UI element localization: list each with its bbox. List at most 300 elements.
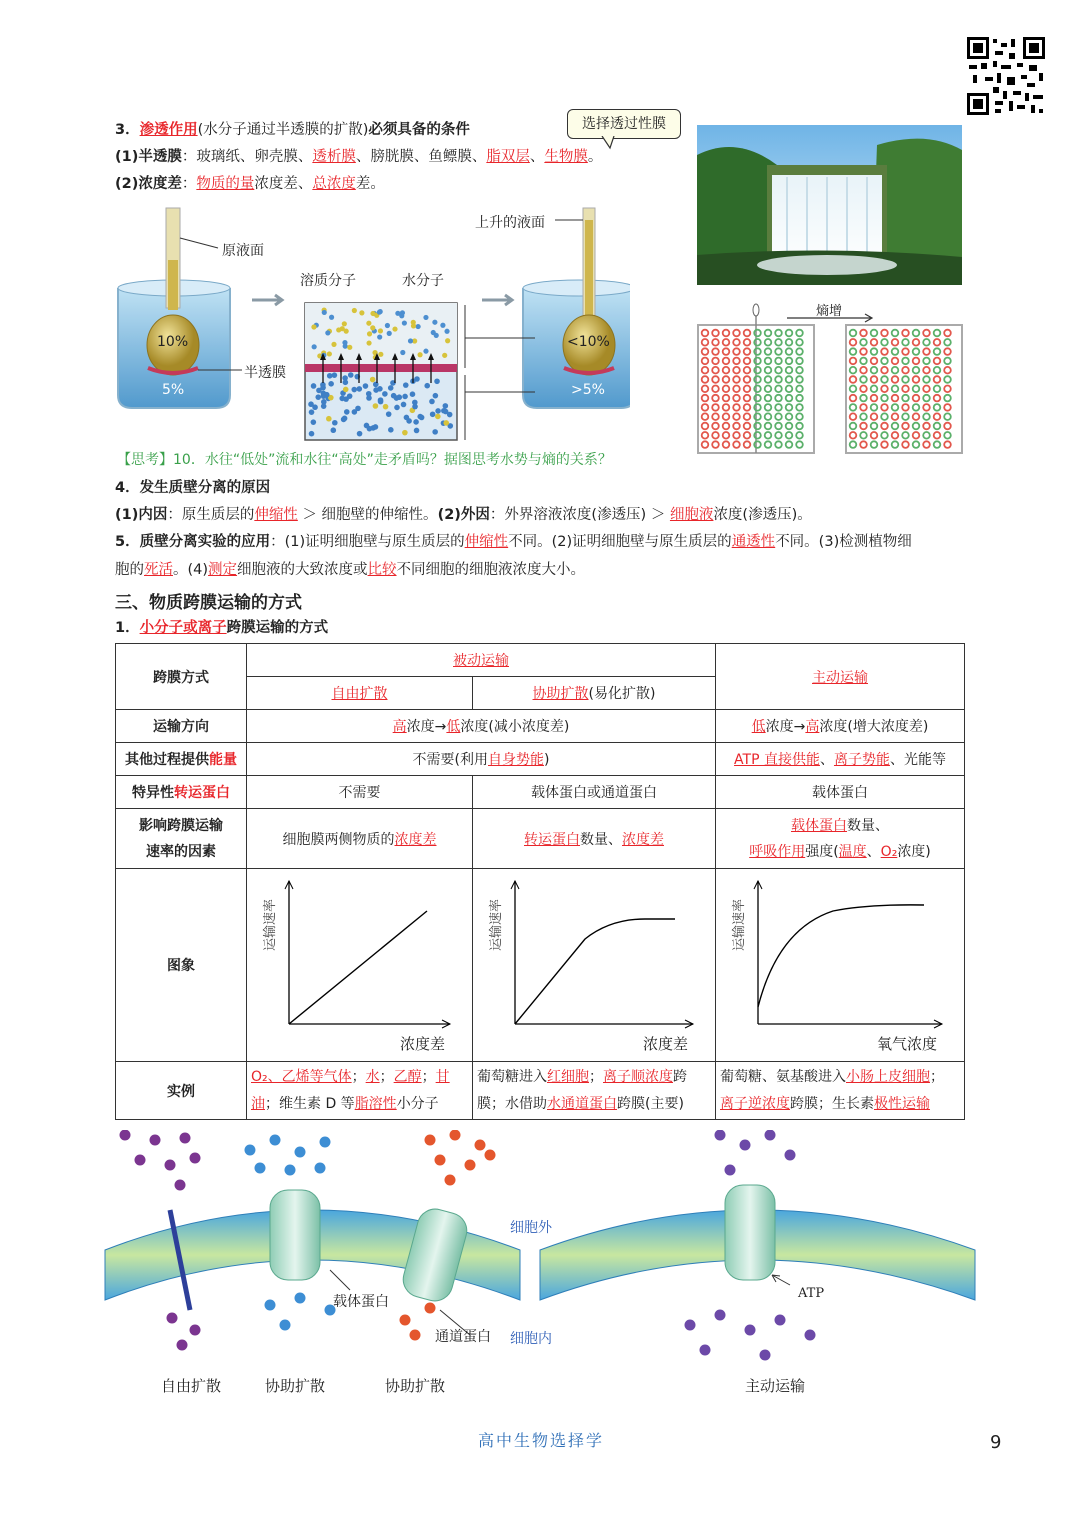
r3-facil: [473, 776, 716, 809]
molecule-dot: [347, 393, 353, 399]
s5-r2: 通透性: [731, 534, 776, 550]
th-facil-red: 协助扩散: [532, 686, 589, 702]
r4-facil: [473, 809, 716, 869]
line1-b: 、膀胱膜、鱼鳔膜、: [355, 149, 487, 165]
r6c-2a: 膜；水借助: [477, 1095, 547, 1112]
solute-particle: [320, 1137, 331, 1148]
r4a-r2: 呼吸作用: [749, 843, 806, 860]
semipermeable-line: [115, 147, 602, 167]
r3-free: [247, 776, 473, 809]
molecule-dot: [366, 321, 371, 326]
r4a-b: 强度(: [805, 843, 839, 860]
sub1-num: 1．: [115, 620, 140, 636]
osmosis-paren: (水分子通过半透膜的扩散): [197, 122, 369, 138]
s4-a: ：原生质层的: [167, 507, 255, 523]
molecule-dot: [406, 418, 412, 424]
molecule-dot: [348, 372, 354, 378]
inside-label: 细胞内: [510, 1331, 552, 1347]
molecule-dot: [417, 414, 423, 420]
molecule-dot: [370, 325, 375, 330]
page-number: 9: [990, 1432, 1002, 1453]
r3-label-r: 转运蛋白: [174, 785, 230, 801]
molecule-dot: [321, 403, 327, 409]
th-facil-paren: (易化扩散): [588, 686, 656, 702]
r1-passive: [247, 710, 716, 743]
r6f-2a: ；维生素 D 等: [265, 1095, 355, 1112]
th-facil: [473, 677, 716, 710]
rising-level-label: 上升的液面: [475, 215, 545, 231]
solute-particle: [475, 1140, 486, 1151]
molecule-dot: [327, 373, 333, 379]
qr-code: [965, 35, 1047, 117]
solute-particle: [740, 1140, 751, 1151]
molecule-dot: [377, 310, 382, 315]
r4a-c: 、: [866, 843, 881, 860]
r4f-a: 细胞膜两侧物质的: [282, 831, 395, 848]
s5-r5: 比较: [367, 562, 397, 578]
section4-line: [115, 505, 812, 525]
molecule-dot: [325, 330, 330, 335]
line1-a: ：玻璃纸、卵壳膜、: [181, 149, 313, 165]
solute-particle: [465, 1160, 476, 1171]
r6a-1b: ；: [930, 1068, 944, 1085]
atp-label: ATP: [798, 1286, 825, 1301]
molecule-dot: [378, 352, 383, 357]
graph-active-transport: [716, 869, 964, 1057]
solute-particle: [245, 1145, 256, 1156]
think-question: 【思考】10．水往“低处”流和水往“高处”走矛盾吗？据图思考水势与熵的关系？: [117, 452, 612, 468]
solute-particle: [265, 1300, 276, 1311]
r6f-1b: ；: [379, 1068, 394, 1085]
r6a-2a: 跨膜；生长素: [790, 1095, 874, 1112]
solute-particle: [745, 1325, 756, 1336]
caption-facil-1: 协助扩散: [265, 1377, 326, 1395]
molecule-dot: [366, 340, 371, 345]
footer-brand: 高中生物选择学: [478, 1431, 605, 1450]
molecule-dot: [432, 429, 438, 435]
line2-b: 浓度差、: [254, 176, 313, 192]
th-free-text: 自由扩散: [331, 686, 388, 702]
s5-f: 细胞液的大致浓度或: [237, 562, 368, 578]
molecule-dot: [309, 409, 315, 415]
solute-particle: [150, 1135, 161, 1146]
r4-label1: 影响跨膜运输: [139, 817, 223, 834]
molecule-dot: [411, 323, 416, 328]
s4-label1: (1)内因: [115, 507, 168, 523]
molecule-dot: [342, 321, 347, 326]
r2a-r2: 离子势能: [833, 752, 890, 768]
molecule-dot: [344, 409, 350, 415]
th-free: [247, 677, 473, 710]
th-passive-text: 被动运输: [453, 653, 509, 669]
s5-r4: 测定: [208, 562, 238, 578]
graph-facilitated-diffusion: [473, 869, 715, 1057]
r1a-b: 浓度(增大浓度差): [819, 719, 929, 735]
flow-arrowhead: [410, 353, 416, 360]
r6a-1a: 葡萄糖、氨基酸进入: [720, 1068, 846, 1085]
solute-particle: [255, 1163, 266, 1174]
r1a-r2: 高: [805, 719, 820, 735]
molecule-dot: [443, 420, 449, 426]
solute-particle: [120, 1130, 131, 1141]
r3-label-a: 特异性: [132, 785, 174, 801]
molecule-dot: [366, 395, 372, 401]
r2-label: [116, 743, 247, 776]
r6f-2r2: 脂溶性: [354, 1095, 397, 1112]
r2p-r: 自身势能: [488, 752, 544, 768]
molecule-dot: [378, 328, 383, 333]
r1p-a: 浓度→: [406, 719, 447, 735]
solute-particle: [425, 1135, 436, 1146]
molecule-dot: [326, 416, 332, 422]
s5-c: 不同。(3)检测植物细: [775, 534, 912, 550]
r2-passive: [247, 743, 716, 776]
solute-particle: [175, 1180, 186, 1191]
r6c-1r1: 红细胞: [547, 1068, 589, 1085]
entropy-diagram: [697, 298, 963, 456]
s4-label2: (2)外因: [437, 507, 490, 523]
section5-line1: [115, 532, 912, 552]
graph-free-diffusion: [247, 869, 472, 1057]
sub1-rest: 跨膜运输的方式: [226, 620, 329, 636]
molecule-dot: [331, 342, 336, 347]
s5-title: 5．质壁分离实验的应用: [115, 534, 271, 550]
molecule-dot: [352, 308, 357, 313]
molecule-dot: [367, 331, 372, 336]
callout-pointer: [600, 136, 620, 150]
molecule-dot: [343, 387, 349, 393]
s5-d: 胞的: [115, 562, 144, 578]
line2-a: ：: [181, 176, 197, 192]
heading-3: 三、物质跨膜运输的方式: [115, 593, 302, 613]
molecule-dot: [402, 430, 408, 436]
molecule-dot: [329, 315, 334, 320]
solute-particle: [285, 1165, 296, 1176]
line1-d: 。: [587, 149, 603, 165]
r6-facil: [473, 1062, 716, 1120]
outside-label: 细胞外: [510, 1220, 552, 1236]
r2-label-a: 其他过程提供: [125, 752, 209, 768]
solute-particle: [785, 1150, 796, 1161]
carrier-label: 载体蛋白: [333, 1294, 389, 1310]
line1-c: 、: [529, 149, 545, 165]
molecule-dot: [443, 403, 449, 409]
r6f-2b: 小分子: [396, 1095, 439, 1112]
r6c-1r2: 离子顺浓度: [603, 1068, 673, 1085]
r4a-r3: 温度: [838, 843, 867, 860]
solute-particle: [485, 1150, 496, 1161]
solute-particle: [715, 1130, 726, 1141]
r2a-b: 、光能等: [889, 752, 946, 768]
molecule-dot: [403, 382, 409, 388]
solute-particle: [715, 1310, 726, 1321]
molecule-dot: [396, 394, 402, 400]
th-passive: [247, 644, 716, 677]
s5-r1: 伸缩性: [464, 534, 509, 550]
graph-cell-1: [247, 869, 473, 1062]
th-active-text: 主动运输: [812, 669, 868, 686]
molecule-dot: [402, 394, 408, 400]
r4a-a: 数量、: [847, 817, 889, 834]
s4-r1: 伸缩性: [254, 507, 298, 523]
molecule-dot: [309, 431, 315, 437]
r1p-r1: 高: [392, 719, 407, 735]
r1-active: [716, 710, 965, 743]
y-axis-label: 运输速率: [732, 898, 747, 951]
r6c-1a: 葡萄糖进入: [477, 1068, 547, 1085]
molecule-dot: [343, 344, 348, 349]
solute-particle: [775, 1315, 786, 1326]
r4a-r1: 载体蛋白: [791, 817, 847, 834]
molecule-dot: [395, 311, 400, 316]
molecule-dot: [429, 399, 435, 405]
r1a-a: 浓度→: [765, 719, 806, 735]
solute-particle: [135, 1155, 146, 1166]
solute-particle: [410, 1330, 421, 1341]
transport-table: [115, 643, 965, 1120]
r1-label: [116, 710, 247, 743]
caption-active: 主动运输: [745, 1377, 806, 1395]
line2-r2: 总浓度: [312, 176, 356, 192]
molecule-dot: [311, 324, 316, 329]
flow-arrowhead: [338, 353, 344, 360]
molecule-dot: [388, 427, 394, 433]
molecule-dot: [373, 387, 379, 393]
r4c-a: 数量、: [580, 831, 622, 848]
rate-curve: [758, 905, 924, 1007]
r2a-r1: ATP 直接供能: [734, 752, 820, 768]
outer-left-pct: 5%: [162, 382, 185, 398]
r6a-1r: 小肠上皮细胞: [846, 1068, 930, 1085]
r6c-2r: 水通道蛋白: [547, 1095, 617, 1112]
r5-label: [116, 869, 247, 1062]
r3-active-text: 载体蛋白: [812, 785, 868, 801]
r6c-1b: ；: [589, 1068, 603, 1085]
molecule-dot: [373, 403, 379, 409]
molecule-dot: [391, 393, 397, 399]
molecule-dot: [311, 419, 317, 425]
molecule-dot: [359, 310, 364, 315]
caption-facil-2: 协助扩散: [385, 1377, 446, 1395]
th-mode: [116, 644, 247, 710]
callout-box: [567, 109, 681, 139]
molecule-dot: [383, 404, 389, 410]
line1-r3: 生物膜: [544, 149, 588, 165]
molecule-dot: [308, 401, 314, 407]
r6f-1c: ；: [421, 1068, 436, 1085]
r2p-b: ): [544, 752, 550, 768]
molecule-dot: [413, 419, 419, 425]
r4-active: [716, 809, 965, 869]
solute-particle: [425, 1303, 436, 1314]
molecule-dot: [432, 320, 437, 325]
molecule-dot: [328, 381, 334, 387]
molecule-dot: [351, 387, 357, 393]
solute-particle: [280, 1320, 291, 1331]
molecule-dot: [442, 353, 447, 358]
r4c-r1: 转运蛋白: [524, 831, 580, 848]
solute-particle: [190, 1325, 201, 1336]
line1-r1: 透析膜: [312, 149, 356, 165]
molecule-dot: [373, 382, 379, 388]
r5-label-text: 图象: [167, 958, 195, 974]
s4-d: 浓度(渗透压)。: [713, 507, 812, 523]
molecule-dot: [342, 416, 348, 422]
s4-b: ＞ 细胞壁的伸缩性。: [297, 507, 438, 523]
solute-particle: [295, 1147, 306, 1158]
section3-num: 3．: [115, 122, 140, 138]
r6f-1a: ；: [351, 1068, 366, 1085]
molecule-dot: [434, 333, 439, 338]
th-active: [716, 644, 965, 710]
molecule-dot: [400, 350, 405, 355]
section4-title: 4．发生质壁分离的原因: [115, 480, 271, 496]
channel-label: 通道蛋白: [435, 1329, 491, 1345]
r4c-r2: 浓度差: [622, 831, 664, 848]
molecule-dot: [363, 383, 369, 389]
waterfall-photo: [697, 125, 962, 285]
flow-arrowhead: [428, 353, 434, 360]
molecule-dot: [445, 338, 450, 343]
molecule-dot: [340, 326, 345, 331]
r1p-r2: 低: [446, 719, 461, 735]
flow-arrowhead: [356, 353, 362, 360]
molecule-dot: [327, 351, 332, 356]
r3-active: [716, 776, 965, 809]
molecule-dot: [386, 411, 392, 417]
r3-facil-text: 载体蛋白或通道蛋白: [531, 785, 657, 801]
s5-b: 不同。(2)证明细胞壁与原生质层的: [508, 534, 732, 550]
outer-right-pct: >5%: [571, 382, 605, 398]
r6a-2r1: 离子逆浓度: [720, 1095, 790, 1112]
osmosis-term: 渗透作用: [139, 122, 198, 138]
inner-left-pct: 10%: [157, 334, 189, 350]
r6f-1r2: 水: [365, 1068, 380, 1085]
solute-particle: [700, 1345, 711, 1356]
y-axis-label: 运输速率: [489, 898, 504, 951]
r6-label: [116, 1062, 247, 1120]
section3-title-rest: 必须具备的条件: [368, 122, 470, 138]
solute-particle: [435, 1155, 446, 1166]
molecule-dot: [412, 404, 418, 410]
molecule-dot: [417, 352, 422, 357]
solute-particle: [315, 1163, 326, 1174]
r4a-r4: O₂: [880, 843, 898, 860]
molecule-dot: [388, 385, 394, 391]
solute-particle: [177, 1340, 188, 1351]
flow-arrowhead: [392, 353, 398, 360]
molecule-dot: [373, 424, 379, 430]
solute-particle: [190, 1153, 201, 1164]
molecule-dot: [311, 383, 317, 389]
molecule-dot: [408, 338, 413, 343]
molecule-dot: [414, 376, 420, 382]
molecule-dot: [416, 324, 421, 329]
r6f-1r3: 乙醇: [393, 1068, 422, 1085]
x-axis-label: 氧气浓度: [876, 1035, 937, 1053]
molecule-dot: [352, 409, 358, 415]
graph-cell-2: [473, 869, 716, 1062]
s5-e: 。(4): [173, 562, 209, 578]
molecule-dot: [347, 345, 352, 350]
line2-label: (2)浓度差: [115, 176, 182, 192]
r1p-b: 浓度(减小浓度差): [460, 719, 570, 735]
molecule-dot: [339, 396, 345, 402]
s4-c: ：外界溶液浓度(渗透压) ＞: [489, 507, 670, 523]
s4-r2: 细胞液: [669, 507, 714, 523]
line1-label: (1)半透膜: [115, 149, 182, 165]
r4a-d: 浓度): [897, 843, 931, 860]
r3-label: [116, 776, 247, 809]
r6-active: [716, 1062, 965, 1120]
line1-r2: 脂双层: [486, 149, 530, 165]
molecule-dot: [423, 315, 428, 320]
solute-particle: [450, 1130, 461, 1141]
molecule-dot: [392, 326, 397, 331]
molecule-dot: [377, 334, 382, 339]
r4f-r: 浓度差: [394, 831, 437, 848]
solute-particle: [805, 1330, 816, 1341]
molecule-dot: [387, 331, 392, 336]
molecule-dot: [441, 408, 447, 414]
solute-particle: [400, 1315, 411, 1326]
r1-label-text: 运输方向: [153, 719, 209, 735]
solute-particle: [167, 1313, 178, 1324]
r6a-2r2: 极性运输: [874, 1095, 930, 1112]
caption-free: 自由扩散: [161, 1377, 222, 1395]
membrane-label: 半透膜: [244, 365, 286, 381]
section3-title: [115, 120, 470, 140]
callout-text: 选择透过性膜: [582, 116, 666, 132]
r6-free: [247, 1062, 473, 1120]
rate-curve: [515, 919, 675, 1024]
molecule-dot: [316, 388, 322, 394]
solute-particle: [295, 1293, 306, 1304]
solute-particle: [765, 1130, 776, 1141]
x-axis-label: 浓度差: [399, 1035, 445, 1053]
molecule-dot: [435, 408, 441, 414]
solute-particle: [760, 1350, 771, 1361]
r6c-1c: 跨: [673, 1068, 687, 1085]
molecule-dot: [315, 394, 321, 400]
molecule-dot: [370, 377, 376, 383]
molecule-dot: [410, 391, 416, 397]
r6c-2b: 跨膜(主要): [617, 1095, 684, 1112]
r1a-r1: 低: [751, 719, 766, 735]
original-level-label: 原液面: [222, 243, 264, 259]
r2-active: [716, 743, 965, 776]
y-axis-label: 运输速率: [263, 898, 278, 951]
r6f-2r1: 油: [251, 1095, 265, 1112]
molecule-dot: [322, 310, 327, 315]
r2a-a: 、: [819, 752, 834, 768]
molecule-dot: [414, 428, 420, 434]
solute-particle: [725, 1165, 736, 1176]
r6f-1r4: 甘: [435, 1068, 450, 1085]
r6-label-text: 实例: [167, 1083, 195, 1100]
molecule-dot: [378, 399, 384, 405]
molecule-dot: [401, 402, 407, 408]
molecule-dot: [433, 393, 439, 399]
line2-c: 差。: [355, 176, 385, 192]
r4-label2: 速率的因素: [146, 843, 216, 860]
molecule-dot: [312, 344, 317, 349]
r6f-1r1: O₂、乙烯等气体: [251, 1068, 352, 1085]
molecule-dot: [435, 414, 441, 420]
molecule-dot: [434, 378, 440, 384]
s5-r3: 死活: [144, 562, 173, 578]
solute-label: 溶质分子: [300, 273, 356, 289]
